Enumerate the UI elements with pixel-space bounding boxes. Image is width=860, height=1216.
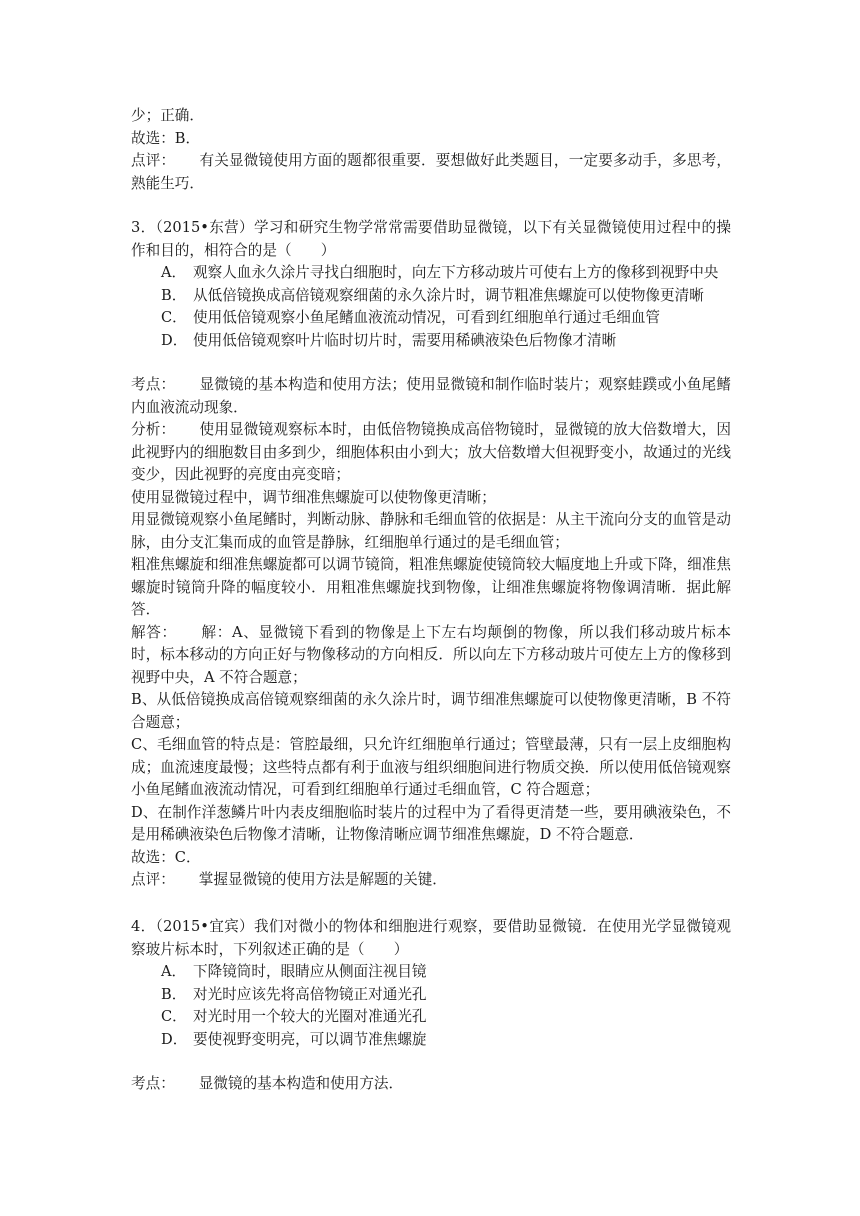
option-a: A． 观察人血永久涂片寻找白细胞时，向左下方移动玻片可使右上方的像移到视野中央 xyxy=(161,264,719,281)
jieda-d: D、在制作洋葱鳞片叶内表皮细胞临时装片的过程中为了看得更清楚一些，要用碘液染色，不是用稀碘液染色后物像才清晰，让物像清晰应调节细准焦螺旋，D 不符合题意． xyxy=(131,803,731,843)
question-3-answer: 故选：C． xyxy=(131,848,201,866)
option-d: D． 使用低倍镜观察叶片临时切片时，需要用稀碘液染色后物像才清晰 xyxy=(161,331,617,349)
option-a: A． 下降镜筒时，眼睛应从侧面注视目镜 xyxy=(161,963,427,980)
previous-review xyxy=(131,150,731,195)
kaodian: 考点： 显微镜的基本构造和使用方法；使用显微镜和制作临时装片；观察蛙蹼或小鱼尾鳍内血液流动现象． xyxy=(131,376,731,416)
previous-question-tail xyxy=(131,105,731,195)
review-label: 点评： xyxy=(131,152,176,169)
option-b: B． 对光时应该先将高倍物镜正对通光孔 xyxy=(161,985,427,1003)
fenxi-p2: 使用显微镜过程中，调节细准焦螺旋可以使物像更清晰； xyxy=(131,488,496,506)
option-d: D． 要使视野变明亮，可以调节准焦螺旋 xyxy=(161,1030,427,1048)
previous-answer: 故选：B． xyxy=(131,129,201,147)
jieda: 解答： 解：A、显微镜下看到的物像是上下左右均颠倒的物像，所以我们移动玻片标本时，标本移动的方向正好与物像移动的方向相反．所以向左下方移动玻片可使左上方的像移到视野中央，A 不符合题意； xyxy=(131,623,731,686)
question-3-options xyxy=(131,262,731,352)
review-text: 有关显微镜使用方面的题都很重要．要想做好此类题目，一定要多动手，多思考，熟能生巧． xyxy=(131,152,731,192)
option-c: C． 使用低倍镜观察小鱼尾鳍血液流动情况，可看到红细胞单行通过毛细血管 xyxy=(161,309,661,326)
kaodian: 考点： 显微镜的基本构造和使用方法． xyxy=(131,1075,404,1092)
question-4 xyxy=(131,916,731,1096)
jieda-c: C、毛细血管的特点是：管腔最细，只允许红细胞单行通过；管壁最薄，只有一层上皮细胞构成；血流速度最慢；这些特点都有利于血液与组织细胞间进行物质交换．所以使用低倍镜观察小鱼尾鳍血液流动情况，可看到红细胞单行通过毛细血管，C 符合题意； xyxy=(131,736,731,798)
fenxi-p3: 用显微镜观察小鱼尾鳍时，判断动脉、静脉和毛细血管的依据是：从主干流向分支的血管是动脉，由分支汇集而成的血管是静脉，红细胞单行通过的是毛细血管； xyxy=(131,511,731,551)
option-c: C． 对光时用一个较大的光圈对准通光孔 xyxy=(161,1008,427,1025)
fenxi: 分析： 使用显微镜观察标本时，由低倍物镜换成高倍物镜时，显微镜的放大倍数增大，因此视野内的细胞数目由多到少，细胞体积由小到大；放大倍数增大但视野变小，故通过的光线变少，因此视野的亮度由亮变暗； xyxy=(131,421,731,483)
question-4-options xyxy=(131,961,731,1051)
question-3-stem: 3．（2015•东营）学习和研究生物学常常需要借助显微镜，以下有关显微镜使用过程中的操作和目的，相符合的是（ ） xyxy=(131,219,731,259)
question-4-analysis xyxy=(131,1073,731,1096)
question-3 xyxy=(131,217,731,892)
question-3-analysis xyxy=(131,374,731,892)
fenxi-p4: 粗准焦螺旋和细准焦螺旋都可以调节镜筒，粗准焦螺旋使镜筒较大幅度地上升或下降，细准焦螺旋时镜筒升降的幅度较小．用粗准焦螺旋找到物像，让细准焦螺旋将物像调清晰．据此解答． xyxy=(131,556,731,618)
jieda-b: B、从低倍镜换成高倍镜观察细菌的永久涂片时，调节细准焦螺旋可以使物像更清晰，B 不符合题意； xyxy=(131,691,731,731)
question-4-stem: 4．（2015•宜宾）我们对微小的物体和细胞进行观察，要借助显微镜．在使用光学显微镜观察玻片标本时，下列叙述正确的是（ ） xyxy=(131,918,731,958)
question-3-review: 点评： 掌握显微镜的使用方法是解题的关键． xyxy=(131,871,447,888)
option-b: B． 从低倍镜换成高倍镜观察细菌的永久涂片时，调节粗准焦螺旋可以使物像更清晰 xyxy=(161,286,704,304)
previous-solution-tail: 少；正确． xyxy=(131,107,204,124)
